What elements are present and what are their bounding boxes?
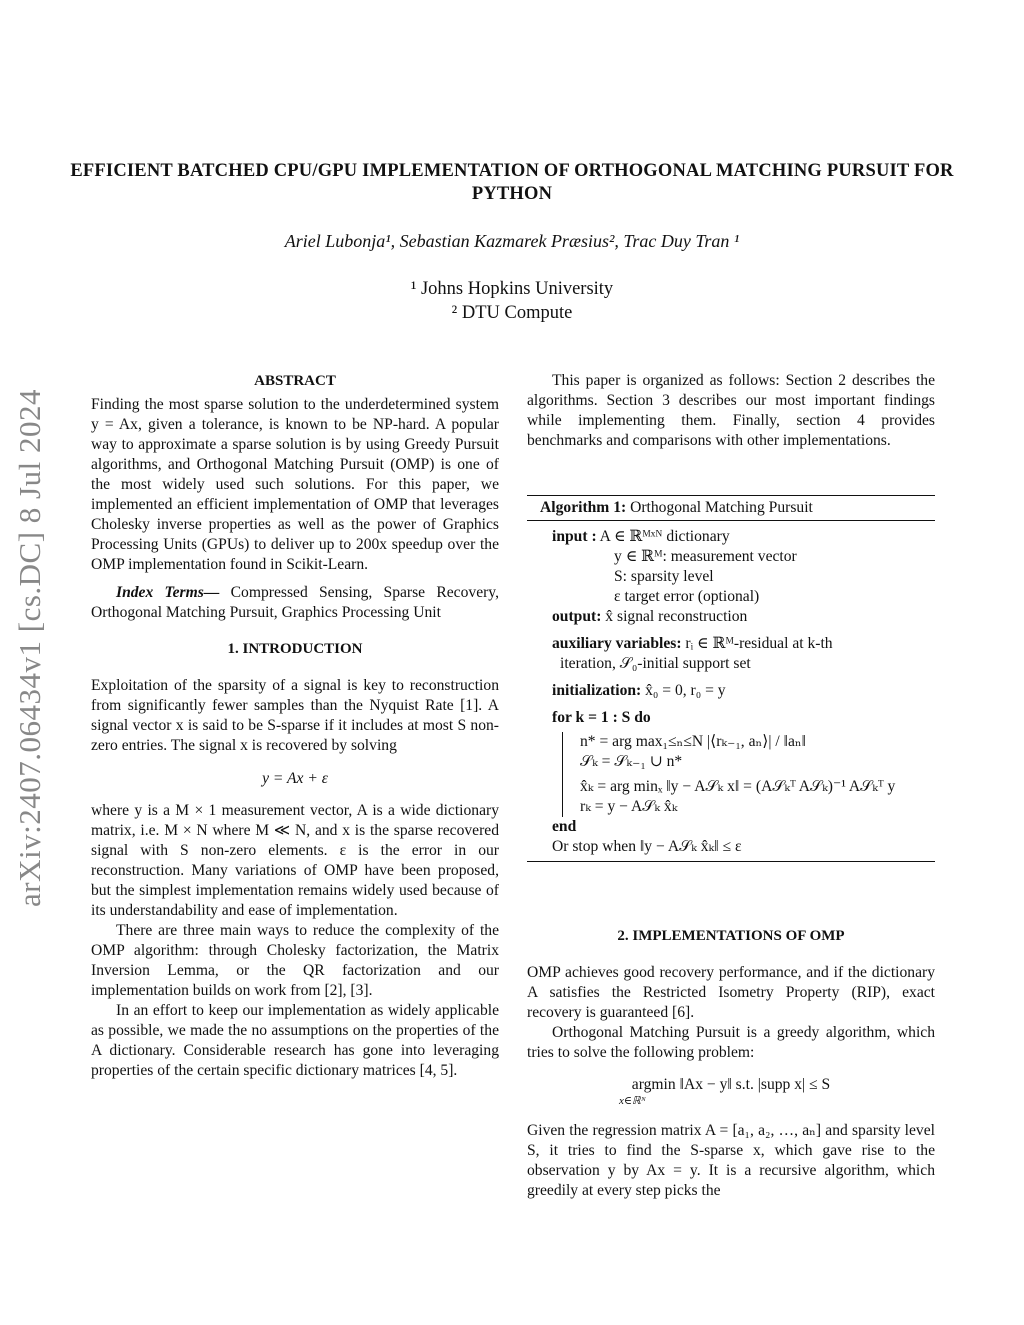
affiliation: ² DTU Compute	[451, 303, 573, 323]
authors: Ariel Lubonja¹, Sebastian Kazmarek Præsius², Trac Duy Tran ¹	[284, 231, 740, 251]
abstract-text: Finding the most sparse solution to the underdetermined system y = Ax, given a tolerance, is known to be NP-hard. A popular way to approximate a sparse solution is by using Greedy Pursuit algorithms, and Orthogonal Matching Pursuit (OMP) is one of the most widely used such solutions. For this paper, we implemented an efficient implementation of OMP that leverages Cholesky inverse properties as well as the power of Graphics Processing Units (GPUs) to deliver up to 200x speedup over the OMP implementation found in Scikit-Learn.	[91, 396, 499, 573]
paragraph: There are three main ways to reduce the complexity of the OMP algorithm: through Cholesky factorization, the Matrix Inversion Lemma, or the QR factorization and our implementation builds on work from [2], [3].	[91, 922, 499, 999]
input-line: y ∈ ℝᴹ: measurement vector	[614, 548, 797, 565]
caption-label: Algorithm 1:	[540, 499, 627, 516]
loop-line: rₖ = y − A𝒮ₖ x̂ₖ	[580, 798, 678, 815]
abstract-heading: ABSTRACT	[254, 373, 336, 389]
loop-line: x̂ₖ = arg minₓ ‖y − A𝒮ₖ x‖ = (A𝒮ₖᵀ A𝒮ₖ)⁻¹ A𝒮ₖᵀ y	[580, 778, 896, 795]
init-label: initialization:	[552, 682, 642, 699]
right-column-bottom	[527, 926, 935, 1201]
loop-body	[562, 732, 910, 817]
for-line: for k = 1 : S do	[552, 709, 651, 726]
intro-heading: 1. INTRODUCTION	[227, 641, 363, 657]
loop-line: n* = arg max₁≤ₙ≤N |⟨rₖ₋₁, aₙ⟩| / ‖aₙ‖	[580, 733, 806, 750]
aux-label: auxiliary variables:	[552, 635, 682, 652]
stop-line: Or stop when ‖y − A𝒮ₖ x̂ₖ‖ ≤ ε	[552, 838, 742, 855]
arxiv-stamp: arXiv:2407.06434v1 [cs.DC] 8 Jul 2024	[12, 389, 47, 907]
input-line: ε target error (optional)	[614, 588, 760, 605]
paragraph: OMP achieves good recovery performance, and if the dictionary A satisfies the Restricted Isometry Property (RIP), exact recovery is guaranteed [6].	[527, 964, 935, 1021]
right-column-top	[527, 371, 935, 451]
output-text: x̂ signal reconstruction	[601, 608, 748, 625]
equation-subscript: x∈ℝᴺ	[619, 1095, 646, 1107]
caption-text: Orthogonal Matching Pursuit	[626, 499, 813, 516]
paragraph: where y is a M × 1 measurement vector, A is a wide dictionary matrix, i.e. M × N where M ≪ N, and x is the sparse recovered signal with S non-zero elements. ε is the error in our reconstruction. Many variations of OMP have been proposed, but the simplest implementation remains widely used because of its understandability and ease of implementation.	[91, 802, 499, 919]
paragraph: In an effort to keep our implementation as widely applicable as possible, we made the no assumptions on the properties of the A dictionary. Considerable research has gone into leveraging properties of the certain specific dictionary matrices [4, 5].	[91, 1002, 499, 1079]
algorithm-box	[527, 495, 935, 862]
paragraph: Given the regression matrix A = [a₁, a₂, …, aₙ] and sparsity level S, it tries to find the S-sparse x, which gave rise to the observation y by Ax = y. It is a recursive algorithm, which greedily at every step picks the	[527, 1122, 935, 1199]
section2-heading: 2. IMPLEMENTATIONS OF OMP	[617, 928, 845, 944]
init-text: x̂₀ = 0, r₀ = y	[641, 682, 726, 699]
paper-title: EFFICIENT BATCHED CPU/GPU IMPLEMENTATION OF ORTHOGONAL MATCHING PURSUIT FOR PYTHON	[70, 161, 954, 204]
equation: y = Ax + ε	[262, 770, 328, 787]
aux-text: rᵢ ∈ ℝᴹ-residual at k-th	[681, 635, 833, 652]
left-column	[91, 371, 499, 1081]
input-line: A ∈ ℝᴹˣᴺ dictionary	[596, 528, 730, 545]
paragraph: Orthogonal Matching Pursuit is a greedy algorithm, which tries to solve the following problem:	[527, 1024, 935, 1061]
paragraph: Exploitation of the sparsity of a signal is key to reconstruction from significantly fewer samples than the Nyquist Rate [1]. A signal vector x is said to be S-sparse if it includes at most S non-zero entries. The signal x is recovered by solving	[91, 677, 499, 754]
equation: argmin ‖Ax − y‖ s.t. |supp x| ≤ S	[631, 1076, 831, 1093]
output-label: output:	[552, 608, 602, 625]
index-terms-label: Index Terms—	[116, 584, 220, 601]
index-terms-text: Compressed Sensing, Sparse Recovery, Orthogonal Matching Pursuit, Graphics Processing Unit	[91, 584, 499, 621]
aux-text: iteration, 𝒮₀-initial support set	[560, 655, 751, 672]
paragraph: This paper is organized as follows: Section 2 describes the algorithms. Section 3 describes our most important findings while implementing them. Finally, section 4 provides benchmarks and comparisons with other implementations.	[527, 372, 935, 449]
input-label: input :	[552, 528, 597, 545]
algorithm-caption	[527, 496, 935, 521]
end-line: end	[552, 818, 577, 835]
index-terms	[91, 583, 499, 623]
input-line: S: sparsity level	[614, 568, 714, 585]
affiliation: ¹ Johns Hopkins University	[410, 279, 614, 299]
loop-line: 𝒮ₖ = 𝒮ₖ₋₁ ∪ n*	[580, 753, 683, 770]
